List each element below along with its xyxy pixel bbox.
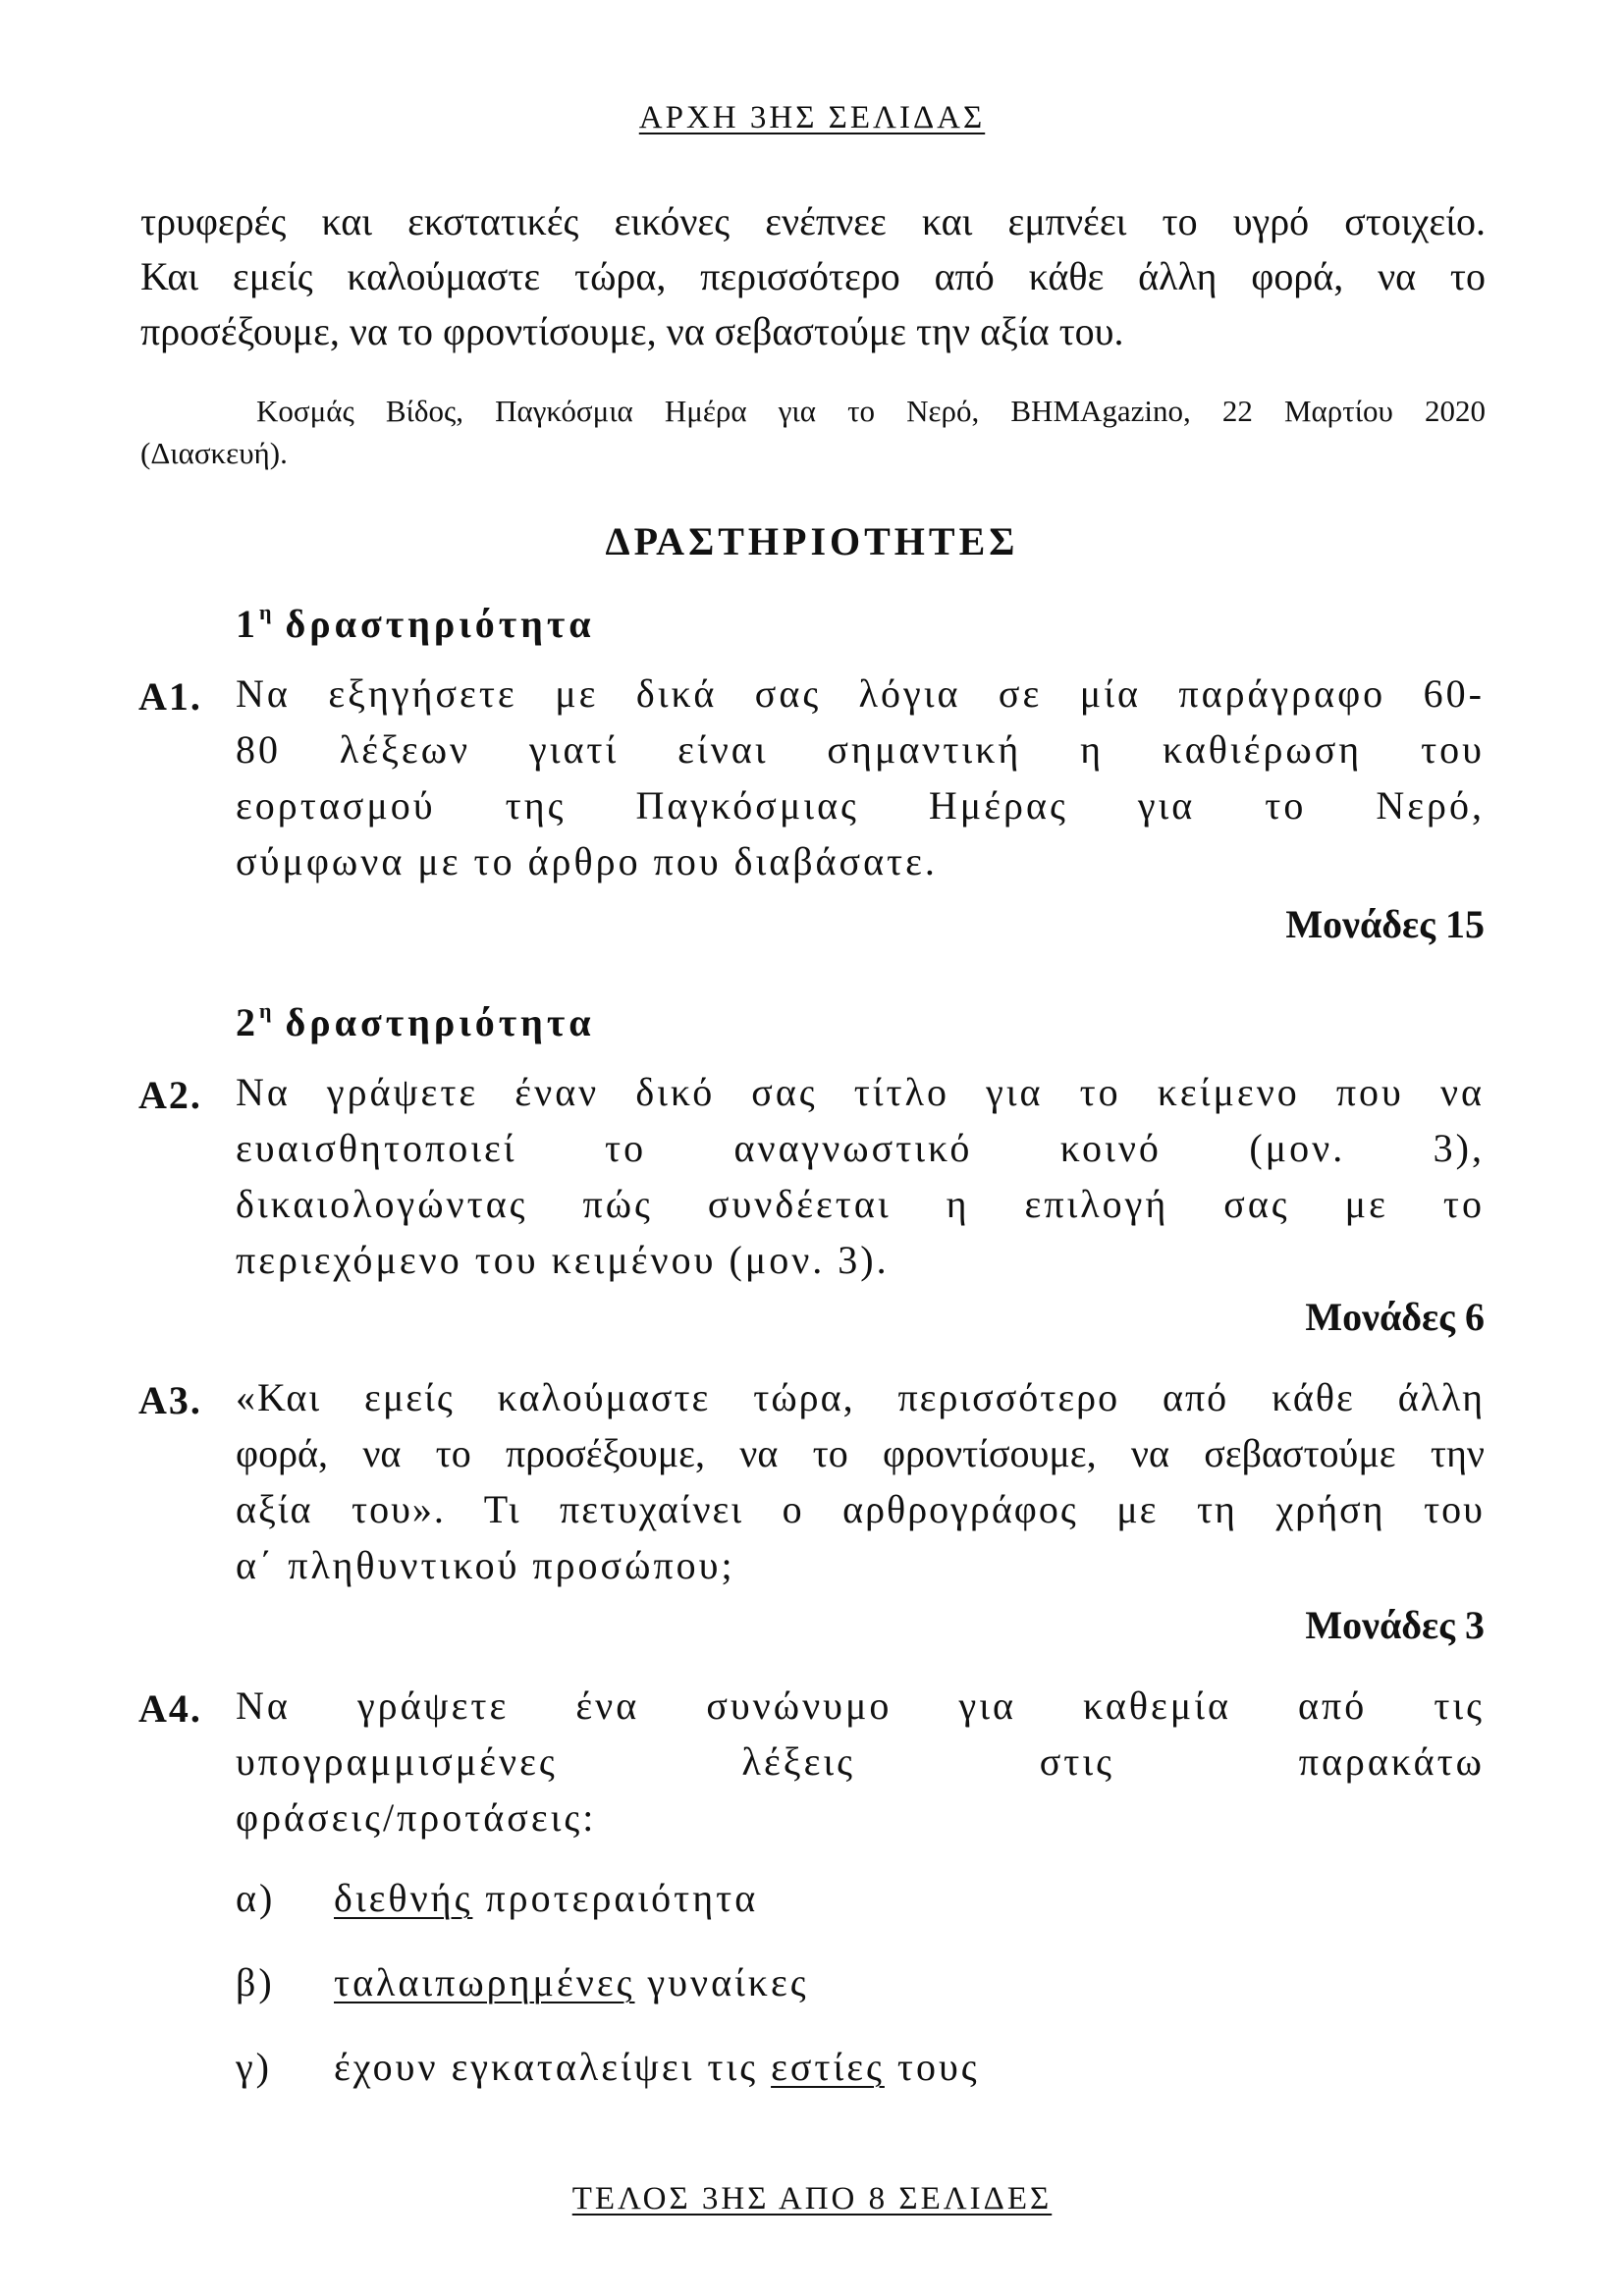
activity-ordinal: η xyxy=(259,997,272,1023)
question-line: 80 λέξεων γιατί είναι σημαντική η καθιέρωση του xyxy=(236,727,1485,772)
intro-line: τρυφερές και εκστατικές εικόνες ενέπνεε και εμπνέει το υγρό στοιχείο. xyxy=(140,199,1486,243)
activity-heading-2 xyxy=(236,999,595,1045)
activity-label: δραστηριότητα xyxy=(285,1000,595,1044)
synonym-item-c xyxy=(236,2044,980,2090)
intro-line: Και εμείς καλούμαστε τώρα, περισσότερο από κάθε άλλη φορά, να το xyxy=(140,254,1486,298)
question-line: δικαιολογώντας πώς συνδέεται η επιλογή σας με το xyxy=(236,1182,1485,1226)
question-number-a3: Α3. xyxy=(138,1378,202,1422)
section-title: ΔΡΑΣΤΗΡΙΟΤΗΤΕΣ xyxy=(605,519,1019,563)
question-line: ευαισθητοποιεί το αναγνωστικό κοινό (μον. 3), xyxy=(236,1126,1485,1170)
question-line: Να γράψετε έναν δικό σας τίτλο για το κείμενο που να xyxy=(236,1070,1485,1114)
synonym-item-a xyxy=(236,1875,758,1921)
question-line: σύμφωνα με το άρθρο που διαβάσατε. xyxy=(236,839,938,883)
underlined-word: εστίες xyxy=(771,2045,885,2089)
item-label: α) xyxy=(236,1876,276,1920)
item-rest: γυναίκες xyxy=(634,1960,809,2004)
question-line: αξία του». Τι πετυχαίνει ο αρθρογράφος με τη χρήση του xyxy=(236,1487,1485,1531)
question-number-a4: Α4. xyxy=(138,1686,202,1731)
intro-line: προσέξουμε, να το φροντίσουμε, να σεβαστούμε την αξία του. xyxy=(140,309,1124,353)
underlined-word: ταλαιπωρημένες xyxy=(334,1960,635,2004)
item-label: γ) xyxy=(236,2045,272,2089)
question-line: περιεχόμενο του κειμένου (μον. 3). xyxy=(236,1238,890,1282)
question-line: φράσεις/προτάσεις: xyxy=(236,1795,597,1840)
item-rest: τους xyxy=(884,2045,980,2089)
question-line: «Και εμείς καλούμαστε τώρα, περισσότερο από κάθε άλλη xyxy=(236,1375,1485,1419)
points-a3: Μονάδες 3 xyxy=(1305,1603,1485,1647)
question-line: Να γράψετε ένα συνώνυμο για καθεμία από τις xyxy=(236,1683,1485,1728)
question-a1-text xyxy=(236,666,1485,889)
question-a2-text xyxy=(236,1064,1485,1288)
item-before: έχουν εγκαταλείψει τις xyxy=(334,2045,772,2089)
page-footer xyxy=(0,2181,1624,2217)
source-line: (Διασκευή). xyxy=(140,436,288,470)
question-line: Να εξηγήσετε με δικά σας λόγια σε μία παράγραφο 60- xyxy=(236,671,1485,716)
question-line: φορά, να το προσέξουμε, να το φροντίσουμε, να σεβαστούμε την xyxy=(236,1431,1485,1475)
question-line: α΄ πληθυντικού προσώπου; xyxy=(236,1543,735,1587)
activity-number: 2 xyxy=(236,1000,259,1044)
synonym-item-b xyxy=(236,1959,809,2005)
item-label: β) xyxy=(236,1960,275,2004)
page-header xyxy=(0,100,1624,136)
underlined-word: διεθνής xyxy=(334,1876,473,1920)
question-a3-text xyxy=(236,1369,1485,1593)
points-a2: Μονάδες 6 xyxy=(1305,1295,1485,1339)
question-number-a1: Α1. xyxy=(138,674,202,719)
intro-text xyxy=(140,194,1486,359)
item-rest: προτεραιότητα xyxy=(472,1876,759,1920)
page-header-text: ΑΡΧΗ 3ΗΣ ΣΕΛΙΔΑΣ xyxy=(638,100,986,135)
source-citation xyxy=(140,390,1486,474)
question-number-a2: Α2. xyxy=(138,1073,202,1117)
activity-number: 1 xyxy=(236,602,259,646)
question-line: υπογραμμισμένες λέξεις στις παρακάτω xyxy=(236,1739,1485,1784)
question-a4-text xyxy=(236,1678,1485,1845)
points-a1: Μονάδες 15 xyxy=(1285,902,1485,946)
activity-heading-1 xyxy=(236,601,595,647)
page-footer-text: ΤΕΛΟΣ 3ΗΣ ΑΠΟ 8 ΣΕΛΙΔΕΣ xyxy=(571,2181,1053,2216)
activity-label: δραστηριότητα xyxy=(285,602,595,646)
source-line: Κοσμάς Βίδος, Παγκόσμια Ημέρα για το Νερό, BHMAgazino, 22 Μαρτίου 2020 xyxy=(256,394,1486,428)
activity-ordinal: η xyxy=(259,599,272,624)
question-line: εορτασμού της Παγκόσμιας Ημέρας για το Νερό, xyxy=(236,783,1485,828)
